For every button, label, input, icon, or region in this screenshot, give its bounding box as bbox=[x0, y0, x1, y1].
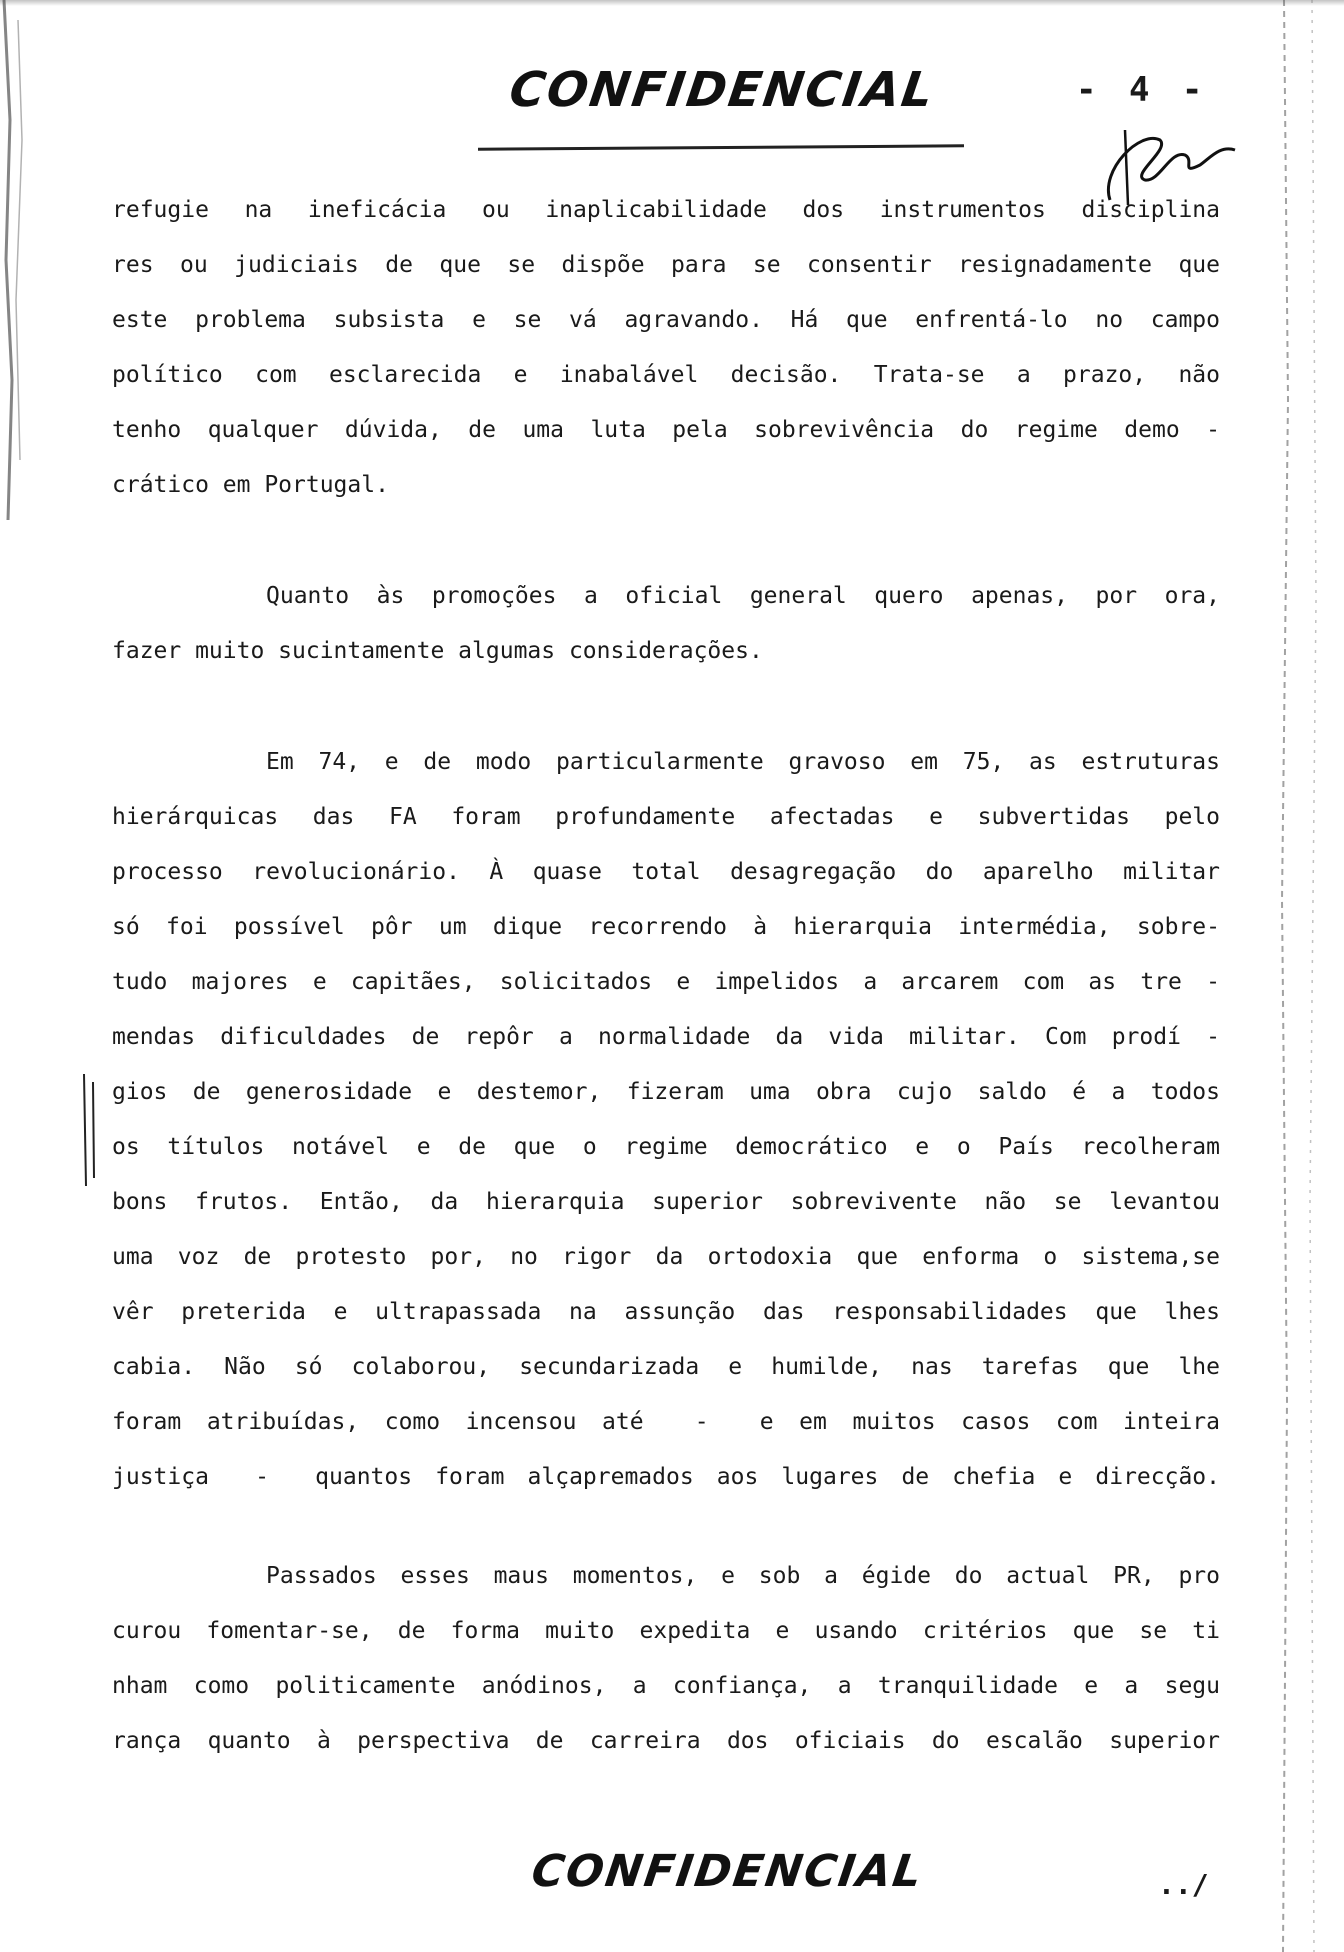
text-line: cabia. Não só colaborou, secundarizada e humilde, nas tarefas que lhe bbox=[112, 1354, 1220, 1380]
text-line: mendas dificuldades de repôr a normalidade da vida militar. Com prodí - bbox=[112, 1024, 1220, 1050]
text-line: rança quanto à perspectiva de carreira dos oficiais do escalão superior bbox=[112, 1728, 1220, 1754]
text-line: tenho qualquer dúvida, de uma luta pela sobrevivência do regime demo - bbox=[112, 417, 1220, 443]
text-line: refugie na ineficácia ou inaplicabilidade dos instrumentos disciplina bbox=[112, 197, 1220, 223]
text-line: crático em Portugal. bbox=[112, 472, 389, 498]
text-line: só foi possível pôr um dique recorrendo à hierarquia intermédia, sobre- bbox=[112, 914, 1220, 940]
text-line: res ou judiciais de que se dispõe para se consentir resignadamente que bbox=[112, 252, 1220, 278]
text-line: vêr preterida e ultrapassada na assunção das responsabilidades que lhes bbox=[112, 1299, 1220, 1325]
paragraph-4 bbox=[112, 1549, 1220, 1769]
text-line: uma voz de protesto por, no rigor da ortodoxia que enforma o sistema,se bbox=[112, 1244, 1220, 1270]
stamp-underline bbox=[478, 144, 964, 150]
text-line: este problema subsista e se vá agravando. Há que enfrentá-lo no campo bbox=[112, 307, 1220, 333]
text-line: hierárquicas das FA foram profundamente afectadas e subvertidas pelo bbox=[112, 804, 1220, 830]
text-line: os títulos notável e de que o regime democrático e o País recolheram bbox=[112, 1134, 1220, 1160]
text-line: processo revolucionário. À quase total desagregação do aparelho militar bbox=[112, 859, 1220, 885]
confidential-stamp-bottom: CONFIDENCIAL bbox=[528, 1846, 927, 1897]
text-line: tudo majores e capitães, solicitados e impelidos a arcarem com as tre - bbox=[112, 969, 1220, 995]
text-line: fazer muito sucintamente algumas considerações. bbox=[112, 638, 763, 664]
scan-top-edge bbox=[0, 0, 1344, 6]
text-line: gios de generosidade e destemor, fizeram uma obra cujo saldo é a todos bbox=[112, 1079, 1220, 1105]
text-line: nham como politicamente anódinos, a confiança, a tranquilidade e a segu bbox=[112, 1673, 1220, 1699]
scan-right-edge bbox=[1254, 0, 1344, 1952]
scan-left-edge bbox=[0, 0, 40, 520]
paragraph-3 bbox=[112, 735, 1220, 1505]
paragraph-1 bbox=[112, 183, 1220, 513]
page-number: - 4 - bbox=[1076, 70, 1209, 110]
text-line: Em 74, e de modo particularmente gravoso em 75, as estruturas bbox=[266, 749, 1220, 775]
text-line: Quanto às promoções a oficial general quero apenas, por ora, bbox=[266, 583, 1220, 609]
document-body bbox=[112, 183, 1220, 1769]
text-line: justiça - quantos foram alçapremados aos lugares de chefia e direcção. bbox=[112, 1464, 1220, 1490]
continuation-mark: ../ bbox=[1158, 1868, 1209, 1901]
text-line: político com esclarecida e inabalável decisão. Trata-se a prazo, não bbox=[112, 362, 1220, 388]
text-line: bons frutos. Então, da hierarquia superior sobrevivente não se levantou bbox=[112, 1189, 1220, 1215]
text-line: Passados esses maus momentos, e sob a égide do actual PR, pro bbox=[266, 1563, 1220, 1589]
text-line: foram atribuídas, como incensou até - e em muitos casos com inteira bbox=[112, 1409, 1220, 1435]
margin-line-mark bbox=[80, 1074, 98, 1186]
confidential-stamp-top: CONFIDENCIAL bbox=[506, 62, 939, 118]
text-line: curou fomentar-se, de forma muito expedita e usando critérios que se ti bbox=[112, 1618, 1220, 1644]
paragraph-2 bbox=[112, 569, 1220, 679]
